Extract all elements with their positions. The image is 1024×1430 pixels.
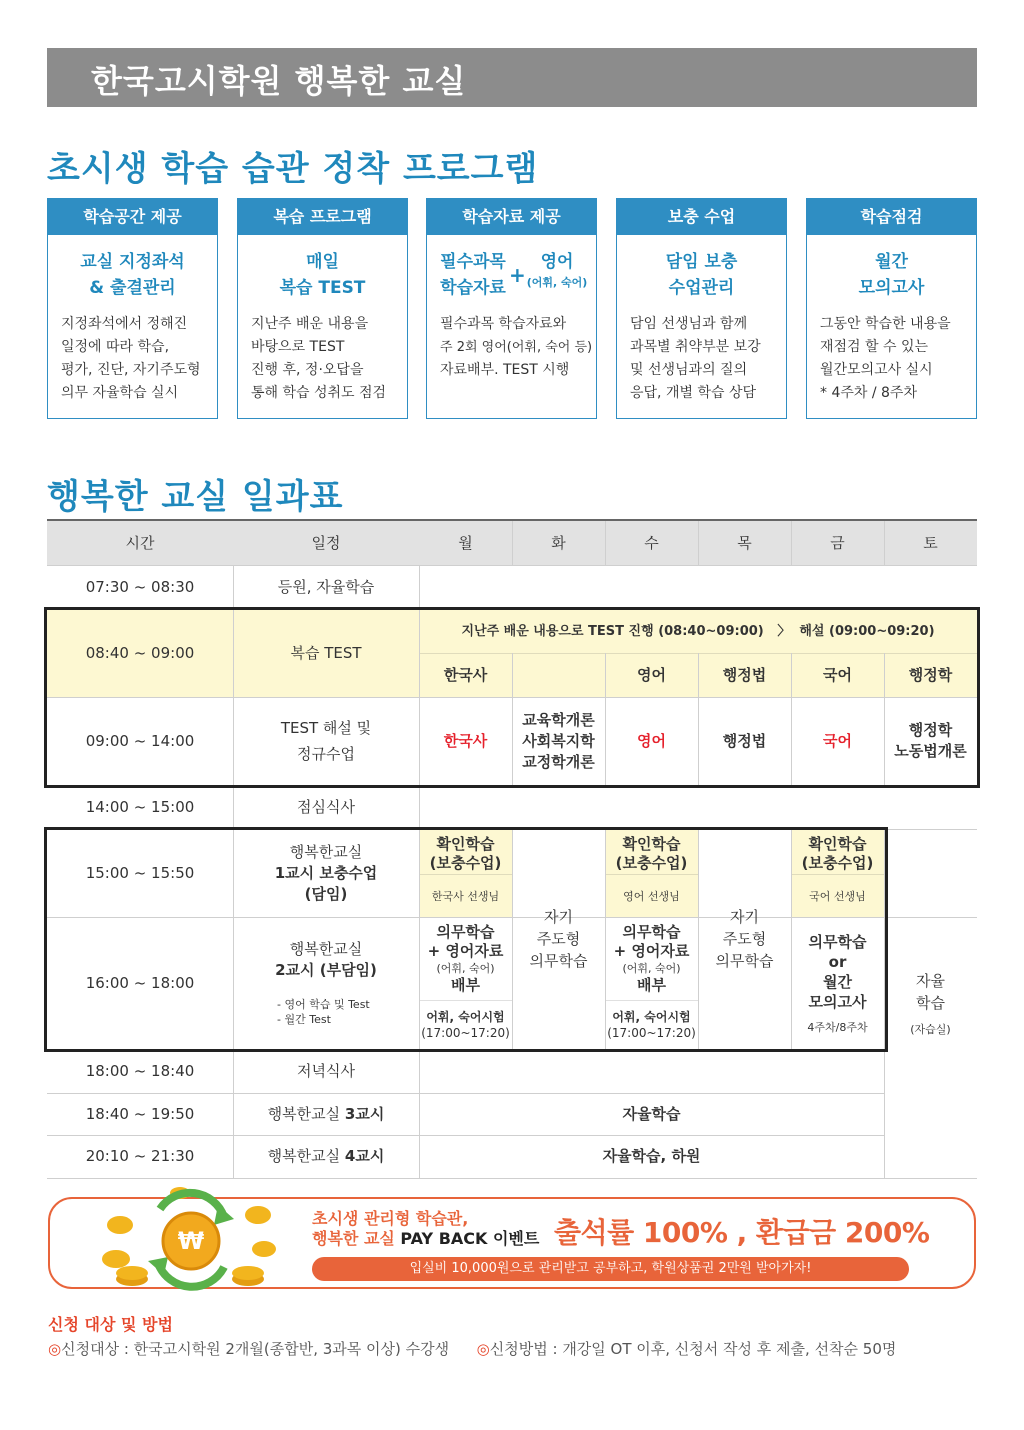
plan-cell: 등원, 자율학습 bbox=[277, 577, 375, 596]
evening-study: 자율학습 bbox=[622, 1104, 681, 1123]
program-card-review bbox=[237, 198, 408, 419]
time-cell: 15:00 ~ 15:50 bbox=[85, 863, 195, 882]
self-study-line: 주도형 bbox=[722, 930, 767, 948]
subtitle-note: (어휘, 숙어) bbox=[526, 276, 588, 289]
plan-note: - 월간 Test bbox=[277, 1013, 331, 1026]
subtitle-line: 교실 지정좌석 bbox=[80, 252, 185, 272]
thu-test-subject: 행정법 bbox=[722, 665, 767, 684]
duty-line: 4주차/8주차 bbox=[807, 1020, 868, 1034]
plan-line: 1교시 보충수업 bbox=[274, 863, 378, 882]
program-card-body bbox=[48, 301, 217, 405]
subtitle-required bbox=[437, 249, 509, 301]
thu-class: 행정법 bbox=[722, 731, 767, 750]
subtitle-english bbox=[523, 249, 591, 291]
time-cell: 20:10 ~ 21:30 bbox=[85, 1147, 195, 1165]
apply-title: 신청 대상 및 방법 bbox=[48, 1315, 173, 1334]
quiz-line: 어휘, 숙어시험 bbox=[426, 1010, 505, 1024]
apply-target: 신청대상 : 한국고시학원 2개월(종합반, 3과목 이상) 수강생 bbox=[61, 1340, 450, 1358]
header-plan: 일정 bbox=[311, 533, 341, 552]
subtitle-line: & 출결관리 bbox=[89, 278, 176, 298]
test-schedule-banner: 지난주 배운 내용으로 TEST 진행 (08:40~09:00) 〉 해설 (09:00~09:20) bbox=[461, 623, 935, 639]
plan-line: 행복한교실 bbox=[267, 1104, 345, 1123]
quiz-line: (17:00~17:20) bbox=[607, 1026, 696, 1040]
time-cell: 09:00 ~ 14:00 bbox=[85, 731, 195, 750]
page-title: 한국고시학원 행복한 교실 bbox=[91, 62, 467, 100]
duty-line: + 영어자료 bbox=[613, 941, 690, 960]
mon-test-subject: 한국사 bbox=[443, 665, 488, 684]
mon-class: 한국사 bbox=[443, 731, 488, 750]
plan-line: 행복한교실 bbox=[267, 1147, 345, 1165]
body-line: 응답, 개별 학습 상담 bbox=[630, 385, 756, 401]
banner-line2 bbox=[312, 1229, 539, 1249]
time-cell: 16:00 ~ 18:00 bbox=[85, 973, 195, 992]
program-card-body bbox=[238, 301, 407, 405]
header-wed: 수 bbox=[644, 533, 659, 552]
time-cell: 07:30 ~ 08:30 bbox=[85, 577, 195, 596]
self-study-line: 의무학습 bbox=[529, 952, 588, 970]
sat-test-subject: 행정학 bbox=[908, 665, 953, 684]
body-line: 그동안 학습한 내용을 bbox=[820, 316, 951, 332]
wed-test-subject: 영어 bbox=[637, 665, 666, 684]
subtitle-line: 매일 bbox=[306, 252, 339, 272]
sat-self-study bbox=[884, 829, 977, 1178]
program-card-materials bbox=[426, 198, 597, 419]
afternoon-block-frame bbox=[44, 827, 888, 1052]
program-card-head: 보충 수업 bbox=[617, 199, 786, 235]
body-line: 일정에 따라 학습, bbox=[61, 339, 170, 355]
confirm-line: (보충수업) bbox=[429, 854, 502, 872]
header-fri: 금 bbox=[830, 533, 845, 552]
header-mon: 월 bbox=[458, 533, 473, 552]
plus-sign: + bbox=[509, 263, 526, 287]
class-line: 사회복지학 bbox=[522, 731, 595, 750]
body-line: 통해 학습 성취도 점검 bbox=[251, 385, 387, 401]
body-line: 지난주 배운 내용을 bbox=[251, 316, 369, 332]
subtitle-line: 모의고사 bbox=[858, 278, 925, 298]
fri-teacher: 국어 선생님 bbox=[809, 889, 866, 903]
mon-teacher: 한국사 선생님 bbox=[431, 889, 500, 903]
duty-line: (어휘, 숙어) bbox=[622, 961, 681, 975]
subtitle-line: 월간 bbox=[875, 252, 908, 272]
time-cell: 18:40 ~ 19:50 bbox=[85, 1104, 195, 1123]
body-line: 월간모의고사 실시 bbox=[820, 362, 933, 378]
class-line: 행정학 bbox=[908, 721, 953, 739]
body-line: 평가, 진단, 자기주도형 bbox=[61, 362, 201, 378]
wed-teacher: 영어 선생님 bbox=[623, 889, 680, 903]
plan-cell bbox=[233, 1135, 419, 1178]
apply-method: 신청방법 : 개강일 OT 이후, 신청서 작성 후 제출, 선착순 50명 bbox=[489, 1340, 897, 1358]
banner-line2-a: 행복한 교실 bbox=[312, 1229, 401, 1248]
plan-line: (담임) bbox=[304, 884, 348, 903]
plan-line: 행복한교실 bbox=[289, 940, 363, 958]
class-line: 교정학개론 bbox=[522, 752, 595, 771]
schedule-section-title: 행복한 교실 일과표 bbox=[47, 477, 344, 517]
subtitle-line: 복습 TEST bbox=[279, 278, 366, 298]
plan-cell: 저녁식사 bbox=[297, 1061, 355, 1080]
body-line: 담임 선생님과 함께 bbox=[630, 316, 748, 332]
subtitle-line: 학습자료 bbox=[440, 278, 506, 298]
confirm-line: (보충수업) bbox=[801, 854, 874, 872]
self-study-line: 주도형 bbox=[536, 930, 581, 948]
program-card-subtitle bbox=[807, 249, 976, 301]
banner-pill: 입실비 10,000원으로 관리받고 공부하고, 학원상품권 2만원 받아가자! bbox=[312, 1257, 909, 1281]
program-card-body bbox=[807, 301, 976, 405]
program-card-head: 학습점검 bbox=[807, 199, 976, 235]
subtitle-line: 영어 bbox=[540, 252, 574, 272]
program-card-head: 학습공간 제공 bbox=[48, 199, 217, 235]
plan-cell: 복습 TEST bbox=[290, 643, 362, 662]
won-symbol: ₩ bbox=[177, 1227, 205, 1255]
body-line: 바탕으로 TEST bbox=[251, 339, 345, 355]
program-card-check bbox=[806, 198, 977, 419]
time-cell: 18:00 ~ 18:40 bbox=[85, 1061, 195, 1080]
plan-period: 4교시 bbox=[344, 1147, 385, 1165]
self-study-line: 자율 bbox=[916, 972, 945, 990]
banner-line1: 초시생 관리형 학습관, bbox=[312, 1209, 469, 1228]
class-line: 교육학개론 bbox=[522, 710, 595, 729]
body-line: 자료배부. TEST 시행 bbox=[440, 362, 570, 378]
duty-line: 배부 bbox=[637, 975, 666, 994]
wed-class: 영어 bbox=[637, 731, 666, 750]
duty-line: 월간 bbox=[823, 972, 852, 991]
self-study-note: (자습실) bbox=[910, 1023, 951, 1036]
plan-period: 3교시 bbox=[344, 1104, 385, 1123]
program-card-subtitle bbox=[427, 249, 596, 301]
body-line: 진행 후, 정·오답을 bbox=[251, 362, 364, 378]
banner-line2-b: PAY BACK 이벤트 bbox=[400, 1229, 540, 1248]
body-line: 과목별 취약부분 보강 bbox=[630, 339, 761, 355]
header-sat: 토 bbox=[923, 533, 938, 552]
body-line: 의무 자율학습 실시 bbox=[61, 385, 179, 401]
program-card-head: 학습자료 제공 bbox=[427, 199, 596, 235]
body-line: 주 2회 영어(어휘, 숙어 등) bbox=[440, 340, 593, 355]
program-card-supplementary bbox=[616, 198, 787, 419]
fri-class: 국어 bbox=[823, 731, 852, 750]
plan-line: TEST 해설 및 bbox=[280, 719, 372, 737]
plan-cell bbox=[233, 1093, 419, 1135]
duty-line: 모의고사 bbox=[808, 992, 867, 1011]
body-line: 지정좌석에서 정해진 bbox=[61, 316, 188, 332]
night-study: 자율학습, 하원 bbox=[602, 1147, 701, 1165]
banner-headline: 출석률 100% , 환급금 200% bbox=[554, 1216, 930, 1249]
payback-banner bbox=[48, 1197, 976, 1289]
duty-line: 의무학습 bbox=[436, 922, 495, 941]
duty-line: + 영어자료 bbox=[427, 941, 504, 960]
header-time: 시간 bbox=[125, 533, 155, 552]
header-tue: 화 bbox=[551, 533, 566, 552]
confirm-line: 확인학습 bbox=[808, 835, 867, 853]
program-card-subtitle bbox=[617, 249, 786, 301]
body-line: 재점검 할 수 있는 bbox=[820, 339, 929, 355]
subtitle-line: 담임 보충 bbox=[665, 252, 738, 272]
self-study-line: 자기 bbox=[544, 908, 573, 926]
confirm-line: 확인학습 bbox=[436, 835, 495, 853]
plan-cell: 점심식사 bbox=[297, 797, 355, 816]
program-card-body bbox=[617, 301, 786, 405]
schedule-table bbox=[47, 519, 977, 1179]
duty-line: or bbox=[828, 952, 847, 971]
body-line: 및 선생님과의 질의 bbox=[630, 362, 748, 378]
self-study-line: 자기 bbox=[730, 908, 759, 926]
plan-line: 2교시 (부담임) bbox=[275, 961, 377, 979]
self-study-line: 의무학습 bbox=[715, 952, 774, 970]
header-bar bbox=[47, 48, 977, 107]
duty-line: 배부 bbox=[451, 975, 480, 994]
duty-line: (어휘, 숙어) bbox=[436, 961, 495, 975]
plan-line: 행복한교실 bbox=[289, 842, 363, 861]
duty-line: 의무학습 bbox=[808, 932, 867, 951]
fri-test-subject: 국어 bbox=[823, 665, 852, 684]
time-cell: 08:40 ~ 09:00 bbox=[85, 643, 195, 662]
subtitle-line: 수업관리 bbox=[668, 278, 735, 298]
confirm-line: 확인학습 bbox=[622, 835, 681, 853]
program-card-subtitle bbox=[238, 249, 407, 301]
program-card-body bbox=[427, 301, 596, 382]
bullet-mark: ◎ bbox=[48, 1340, 62, 1358]
program-card-study-space bbox=[47, 198, 218, 419]
subtitle-line: 필수과목 bbox=[440, 252, 506, 272]
quiz-line: (17:00~17:20) bbox=[421, 1026, 510, 1040]
bullet-mark: ◎ bbox=[476, 1340, 490, 1358]
apply-info bbox=[48, 1338, 896, 1359]
self-study-line: 학습 bbox=[916, 994, 945, 1012]
plan-note: - 영어 학습 및 Test bbox=[277, 998, 370, 1011]
quiz-line: 어휘, 숙어시험 bbox=[612, 1010, 691, 1024]
class-line: 노동법개론 bbox=[894, 742, 967, 760]
morning-block-frame bbox=[44, 607, 980, 788]
program-card-head: 복습 프로그램 bbox=[238, 199, 407, 235]
body-line: * 4주차 / 8주차 bbox=[820, 385, 917, 401]
program-card-subtitle bbox=[48, 249, 217, 301]
program-section-title: 초시생 학습 습관 정착 프로그램 bbox=[47, 149, 539, 189]
body-line: 필수과목 학습자료와 bbox=[440, 316, 567, 332]
plan-line: 정규수업 bbox=[297, 745, 355, 763]
confirm-line: (보충수업) bbox=[615, 854, 688, 872]
time-cell: 14:00 ~ 15:00 bbox=[85, 797, 195, 816]
duty-line: 의무학습 bbox=[622, 922, 681, 941]
header-thu: 목 bbox=[737, 533, 752, 552]
